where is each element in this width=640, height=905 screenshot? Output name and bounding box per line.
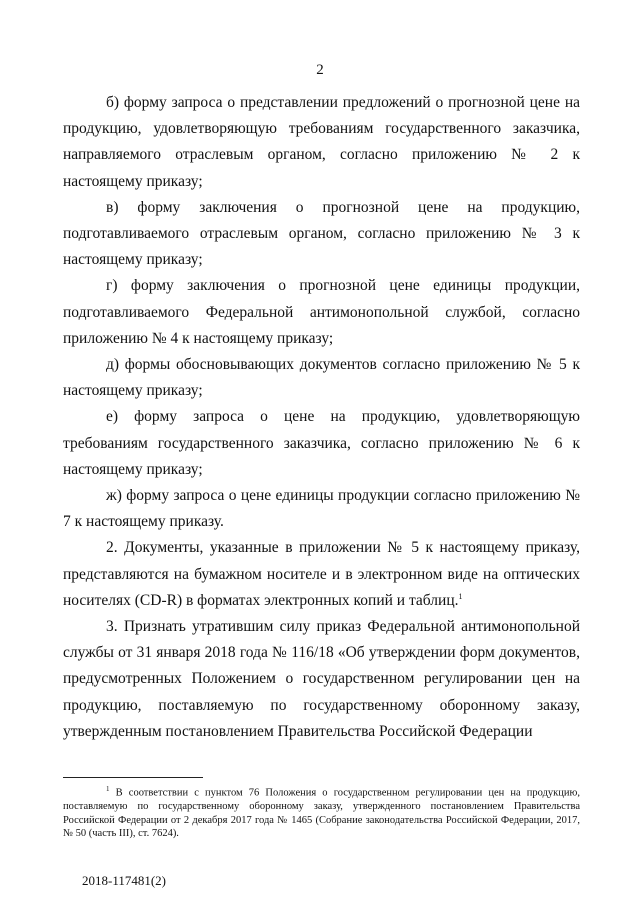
paragraph-g: г) форму заключения о прогнозной цене единицы продукции, подготавливаемого Федеральной антимонопольной службой, согласно приложению № 4 к настоящему приказу; [63, 277, 580, 347]
page-number: 2 [316, 62, 324, 78]
footnote [63, 783, 580, 841]
paragraph-v: в) форму заключения о прогнозной цене на продукцию, подготавливаемого отраслевым органом, согласно приложению № 3 к настоящему приказу; [63, 198, 580, 269]
footnote-divider [63, 777, 203, 778]
paragraph-b: б) форму запроса о представлении предложений о прогнозной цене на продукцию, удовлетворяющую требованиям государственного заказчика, направляемого отраслевым органом, согласно приложению № 2 к настоящему приказу; [63, 94, 580, 190]
footnote-text: В соответствии с пунктом 76 Положения о государственном регулировании цен на продукцию, поставляемую по государственному оборонному заказу, утвержденного постановлением Правительства Российской Федерации от 2 декабря 2017 года № 1465 (Собрание законодательства Российской Федерации, 2017, № 50 (часть III), ст. 7624). [63, 787, 580, 839]
paragraph-2 [63, 535, 580, 614]
paragraph-3: 3. Признать утратившим силу приказ Федеральной антимонопольной службы от 31 января 2018 года № 116/18 «Об утверждении форм документов, предусмотренных Положением о государственном регулировании цен на продукцию, поставляемую по государственному оборонному заказу, утвержденным постановлением Правительства Российской Федерации [63, 618, 580, 740]
document-id: 2018-117481(2) [82, 873, 167, 888]
footnote-marker: 1 [106, 785, 110, 793]
paragraph-2-text: 2. Документы, указанные в приложении № 5 к настоящему приказу, представляются на бумажном носителе и в электронном виде на оптических носителях (CD-R) в форматах электронных копий и таблиц. [63, 539, 580, 609]
footnote-reference: 1 [458, 591, 463, 601]
paragraph-d: д) формы обосновывающих документов согласно приложению № 5 к настоящему приказу; [63, 356, 580, 400]
document-body [63, 90, 580, 745]
paragraph-e: е) форму запроса о цене на продукцию, удовлетворяющую требованиям государственного заказчика, согласно приложению № 6 к настоящему приказу; [63, 408, 580, 478]
paragraph-zh: ж) форму запроса о цене единицы продукции согласно приложению № 7 к настоящему приказу. [63, 487, 580, 531]
